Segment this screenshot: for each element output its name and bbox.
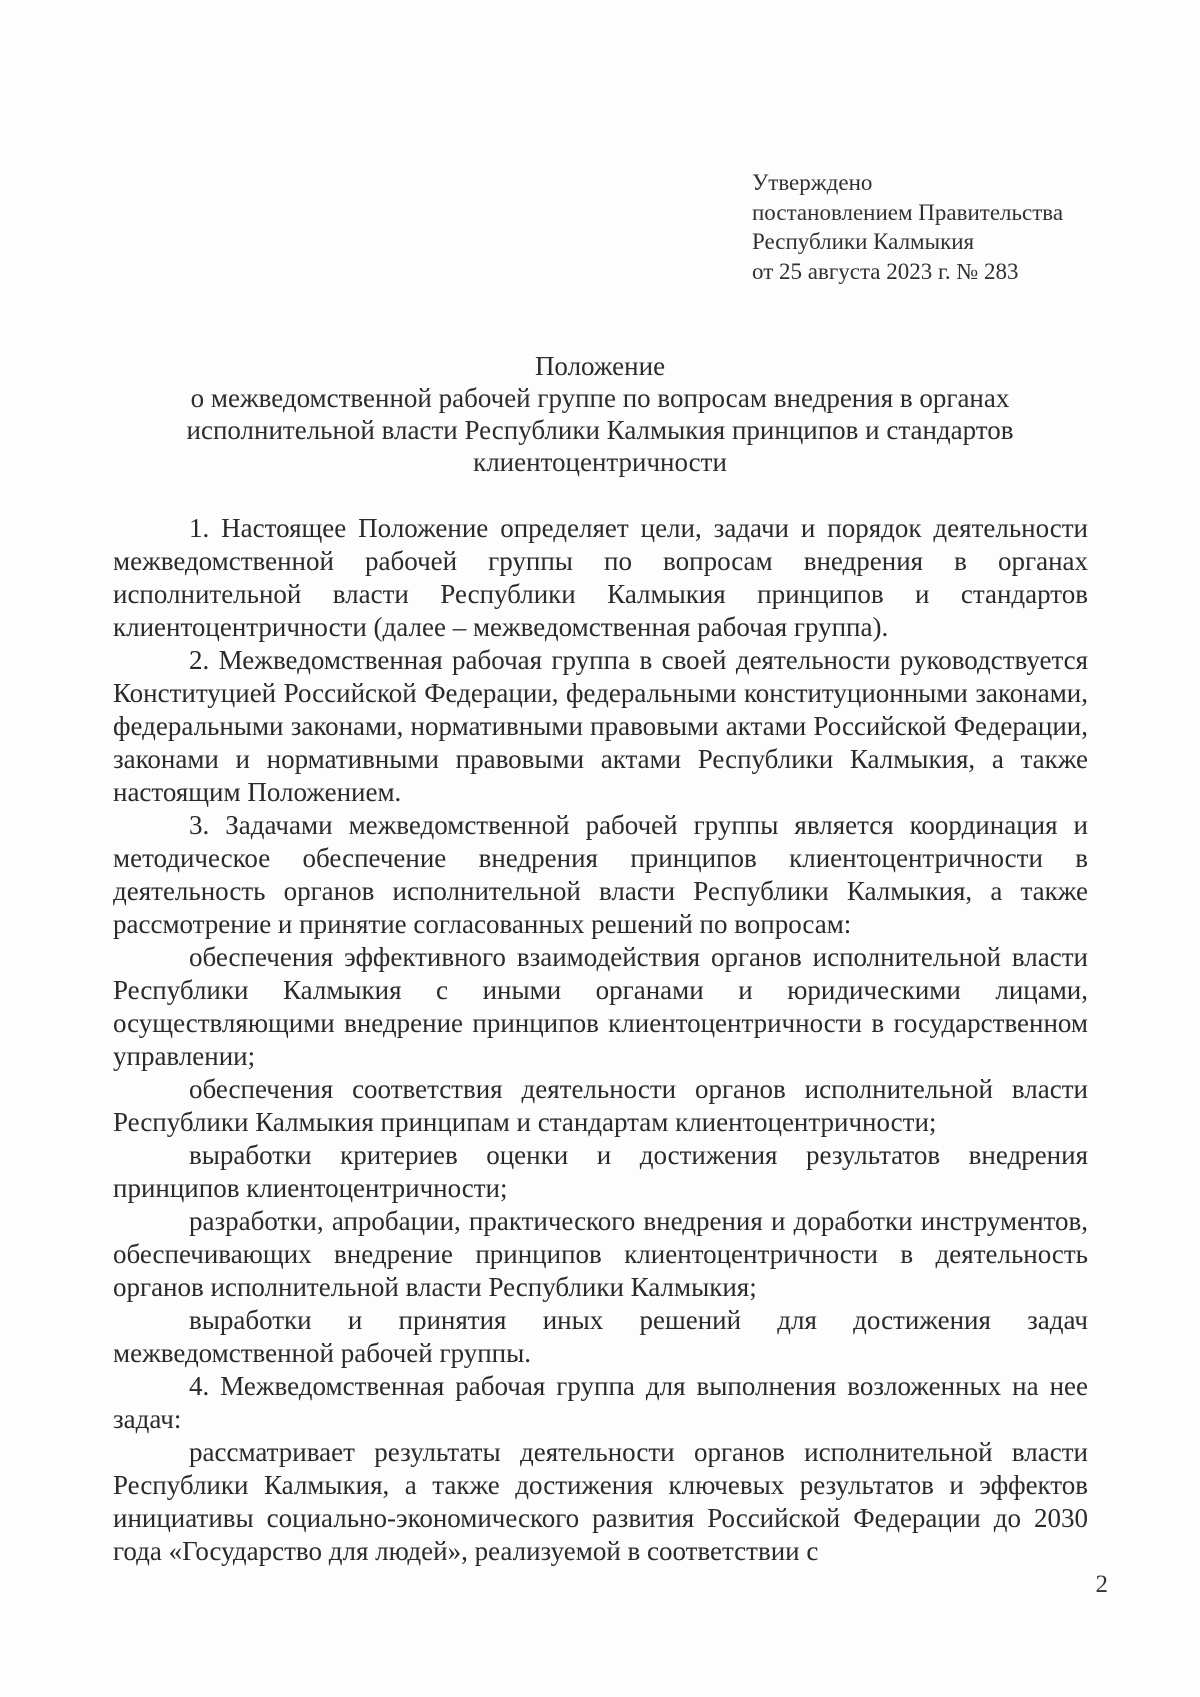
- paragraph-1: 1. Настоящее Положение определяет цели, задачи и порядок деятельности межведомственной рабочей группы по вопросам внедрения в органах исполнительной власти Республики Калмыкия принципов и стандартов клиентоцентричности (далее – межведомственная рабочая группа).: [113, 513, 1088, 642]
- title-heading: Положение: [534, 351, 666, 381]
- paragraph-2: 2. Межведомственная рабочая группа в своей деятельности руководствуется Конституцией Российской Федерации, федеральными конституционными законами, федеральными законами, нормативными правовыми актами Российской Федерации, законами и нормативными правовыми актами Республики Калмыкия, а также настоящим Положением.: [113, 645, 1088, 807]
- document-body: [113, 512, 1088, 1568]
- approval-line: постановлением Правительства: [752, 199, 1064, 225]
- approval-date-line: от 25 августа 2023 г. № 283: [752, 258, 1019, 284]
- paragraph-3-item: выработки критериев оценки и достижения результатов внедрения принципов клиентоцентричности;: [113, 1140, 1088, 1203]
- title-line: клиентоцентричности: [473, 447, 727, 477]
- paragraph-3-item: разработки, апробации, практического внедрения и доработки инструментов, обеспечивающих внедрение принципов клиентоцентричности в деятельность органов исполнительной власти Республики Калмыкия;: [113, 1206, 1088, 1302]
- page-number: 2: [1095, 1571, 1108, 1598]
- document-title: [130, 350, 1070, 478]
- approval-line: Республики Калмыкия: [752, 229, 975, 254]
- title-line: исполнительной власти Республики Калмыкия принципов и стандартов: [186, 415, 1014, 445]
- paragraph-3-item: выработки и принятия иных решений для достижения задач межведомственной рабочей группы.: [113, 1305, 1088, 1368]
- paragraph-4-item: рассматривает результаты деятельности органов исполнительной власти Республики Калмыкия, а также достижения ключевых результатов и эффектов инициативы социально-экономического развития Российской Федерации до 2030 года «Государство для людей», реализуемой в соответствии с: [113, 1437, 1088, 1566]
- approval-stamp: [752, 168, 1063, 286]
- paragraph-3-item: обеспечения эффективного взаимодействия органов исполнительной власти Республики Калмыкия с иными органами и юридическими лицами, осуществляющими внедрение принципов клиентоцентричности в государственном управлении;: [113, 942, 1088, 1071]
- title-line: о межведомственной рабочей группе по вопросам внедрения в органах: [190, 383, 1010, 413]
- paragraph-3: 3. Задачами межведомственной рабочей группы является координация и методическое обеспечение внедрения принципов клиентоцентричности в деятельность органов исполнительной власти Республики Калмыкия, а также рассмотрение и принятие согласованных решений по вопросам:: [113, 810, 1088, 939]
- paragraph-3-item: обеспечения соответствия деятельности органов исполнительной власти Республики Калмыкия принципам и стандартам клиентоцентричности;: [113, 1074, 1088, 1137]
- approval-line: Утверждено: [752, 170, 873, 195]
- paragraph-4: 4. Межведомственная рабочая группа для выполнения возложенных на нее задач:: [113, 1371, 1088, 1434]
